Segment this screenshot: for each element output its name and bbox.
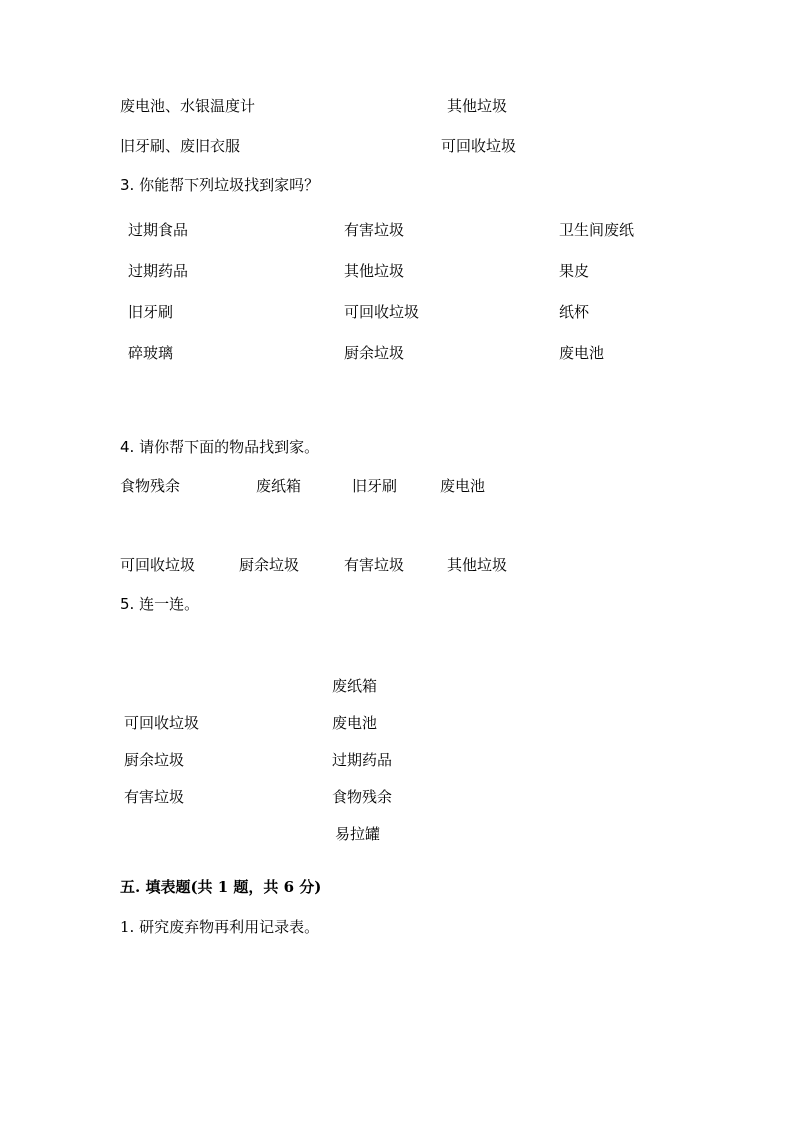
q3-col2-item: 其他垃圾 xyxy=(344,262,405,280)
q4-bin: 其他垃圾 xyxy=(447,556,508,574)
q4-bin: 厨余垃圾 xyxy=(239,556,300,574)
q3-col3-item: 纸杯 xyxy=(559,303,590,321)
q5-right-item: 食物残余 xyxy=(332,788,393,806)
q3-col1-item: 碎玻璃 xyxy=(128,344,174,362)
q4-item: 食物残余 xyxy=(120,477,181,495)
q4-bin: 有害垃圾 xyxy=(344,556,405,574)
q4-item: 废纸箱 xyxy=(256,477,302,495)
q5-right-item: 易拉罐 xyxy=(335,825,381,843)
q5-right-item: 过期药品 xyxy=(332,751,393,769)
q3-col2-item: 有害垃圾 xyxy=(344,221,405,239)
q4-bin: 可回收垃圾 xyxy=(120,556,196,574)
q3-col1-item: 过期药品 xyxy=(128,262,189,280)
q2-row1-left: 废电池、水银温度计 xyxy=(120,97,256,115)
q3-title: 3. 你能帮下列垃圾找到家吗？ xyxy=(120,176,320,194)
section5-q1-title: 1. 研究废弃物再利用记录表。 xyxy=(120,918,320,936)
q3-col3-item: 废电池 xyxy=(559,344,605,362)
q2-row2-right: 可回收垃圾 xyxy=(441,137,517,155)
q3-col3-item: 果皮 xyxy=(559,262,590,280)
q2-row1-right: 其他垃圾 xyxy=(447,97,508,115)
q3-col3-item: 卫生间废纸 xyxy=(559,221,635,239)
q3-col2-item: 厨余垃圾 xyxy=(344,344,405,362)
q3-col1-item: 过期食品 xyxy=(128,221,189,239)
q4-item: 废电池 xyxy=(440,477,486,495)
q5-title: 5. 连一连。 xyxy=(120,595,200,613)
section-heading: 五. 填表题(共 1 题，共 6 分) xyxy=(120,878,322,896)
q5-left-item: 有害垃圾 xyxy=(124,788,185,806)
q3-col2-item: 可回收垃圾 xyxy=(344,303,420,321)
q4-item: 旧牙刷 xyxy=(352,477,398,495)
q5-right-item: 废纸箱 xyxy=(332,677,378,695)
q4-title: 4. 请你帮下面的物品找到家。 xyxy=(120,438,320,456)
q5-right-item: 废电池 xyxy=(332,714,378,732)
q5-left-item: 可回收垃圾 xyxy=(124,714,200,732)
q3-col1-item: 旧牙刷 xyxy=(128,303,174,321)
q5-left-item: 厨余垃圾 xyxy=(124,751,185,769)
q2-row2-left: 旧牙刷、废旧衣服 xyxy=(120,137,241,155)
